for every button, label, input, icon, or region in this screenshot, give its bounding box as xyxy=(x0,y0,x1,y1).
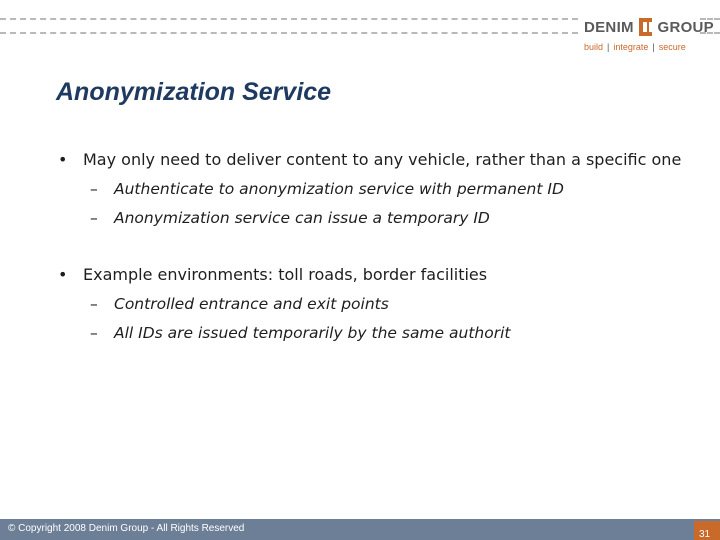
sub-bullet-text: Controlled entrance and exit points xyxy=(114,295,389,313)
copyright-notice: © Copyright 2008 Denim Group - All Rights Reserved xyxy=(8,523,245,534)
tagline-build: build xyxy=(584,42,604,52)
tagline-separator: | xyxy=(607,42,610,52)
sub-bullet-item xyxy=(90,324,510,342)
sub-bullet-symbol: – xyxy=(90,295,98,313)
denim-group-logo xyxy=(584,16,714,56)
bullet-text: Example environments: toll roads, border facilities xyxy=(83,265,488,284)
sub-bullet-text: Authenticate to anonymization service with permanent ID xyxy=(114,180,564,198)
tagline-separator: | xyxy=(652,42,655,52)
logo-left-word: DENIM xyxy=(584,18,634,36)
bullet-text: May only need to deliver content to any vehicle, rather than a specific one xyxy=(83,150,682,169)
logo-tagline xyxy=(584,42,714,52)
slide-title: Anonymization Service xyxy=(56,78,332,106)
bullet-item xyxy=(58,265,487,284)
sub-bullet-text: All IDs are issued temporarily by the same authorit xyxy=(114,324,511,342)
sub-bullet-text: Anonymization service can issue a temporary ID xyxy=(114,209,490,227)
page-number-badge xyxy=(694,521,720,540)
page-number: 31 xyxy=(699,529,711,540)
sub-bullet-item xyxy=(90,209,490,227)
bullet-symbol: • xyxy=(58,150,68,169)
sub-bullet-item xyxy=(90,180,564,198)
footer-bar xyxy=(0,519,720,540)
tagline-secure: secure xyxy=(658,42,686,52)
bullet-item xyxy=(58,150,681,169)
logo-mark-icon xyxy=(639,18,653,36)
header-dashed-rule-bottom xyxy=(0,32,578,34)
bullet-symbol: • xyxy=(58,265,68,284)
sub-bullet-item xyxy=(90,295,389,313)
sub-bullet-symbol: – xyxy=(90,209,98,227)
tagline-integrate: integrate xyxy=(613,42,649,52)
logo-right-word: GROUP xyxy=(657,18,714,36)
header-dashed-rule-top xyxy=(0,18,578,20)
sub-bullet-symbol: – xyxy=(90,180,98,198)
logo-wordmark xyxy=(584,16,714,38)
sub-bullet-symbol: – xyxy=(90,324,98,342)
